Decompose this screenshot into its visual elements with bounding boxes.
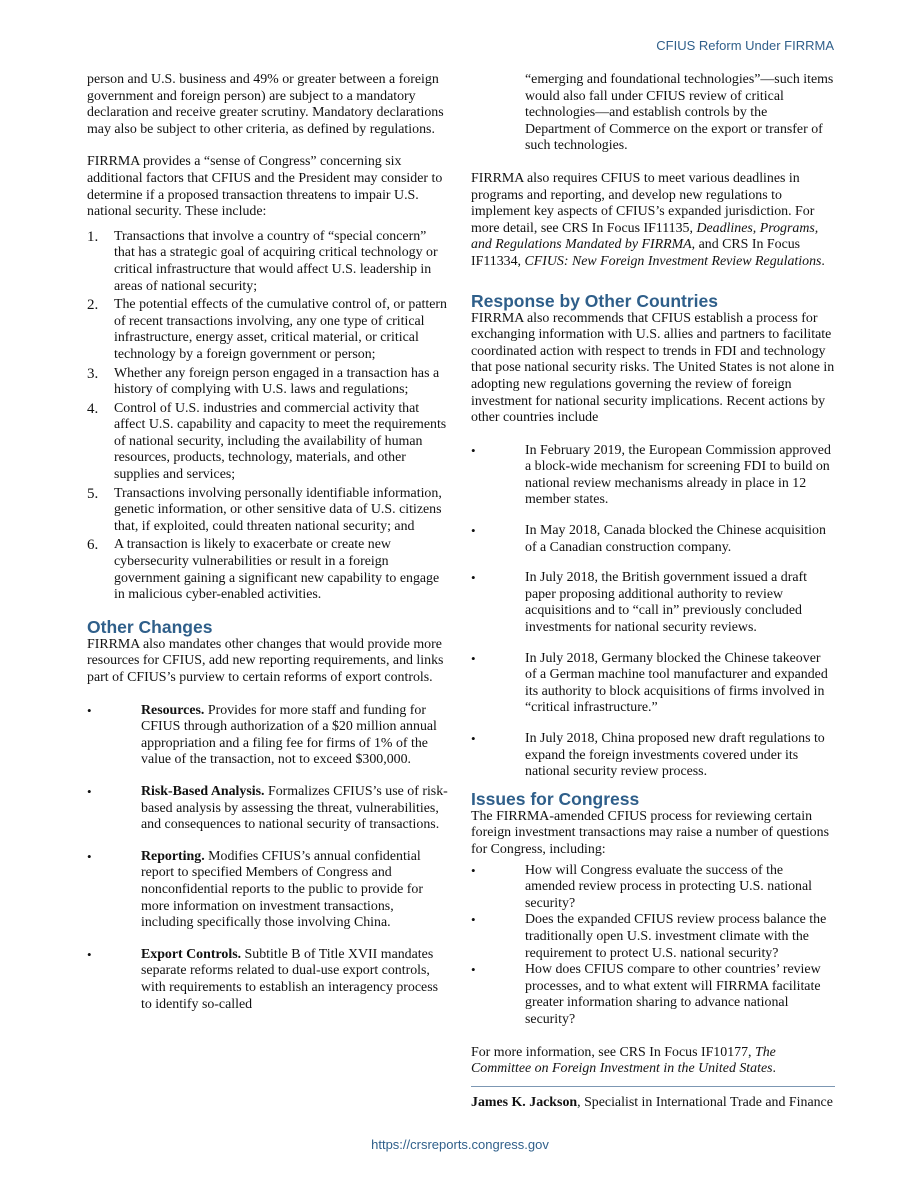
list-number: 4. [87,400,99,417]
bullet: • [471,523,476,539]
paragraph-other-changes: FIRRMA also mandates other changes that would provide more resources for CFIUS, add new reporting requirements, and links part of CFIUS’s purview to certain reforms of export controls. [87,636,444,685]
list-item [471,863,835,913]
changes-list [87,703,449,1014]
list-number: 2. [87,297,99,314]
list-item [87,401,449,484]
bullet: • [471,442,476,458]
item-text: Does the expanded CFIUS review process balance the traditionally open U.S. investment climate with the requirement to protect U.S. national security? [525,912,827,961]
list-item [471,651,835,717]
paragraph-mandatory-declarations: person and U.S. business and 49% or greater between a foreign government and foreign person) are subject to a mandatory declaration and receive greater scrutiny. Mandatory declarations may also be subject to other criteria, as defined by regulations. [87,72,444,137]
factors-list [87,229,449,604]
list-item [471,962,835,1028]
item-label: Resources. [141,702,205,718]
item-text: Subtitle B of Title XVII mandates separate reforms related to dual-use export controls, with requirements to establish an interagency process to identify so-called [141,946,439,1012]
list-number: 6. [87,537,99,554]
item-text: In July 2018, China proposed new draft regulations to expand the foreign investments covered under its national security review process. [525,731,825,780]
author-divider [471,1086,835,1087]
paragraph-more-information [471,1045,835,1078]
bullet: • [471,731,476,746]
right-column [471,72,835,1111]
actions-list [471,443,835,781]
list-item [471,443,835,509]
item-text: How will Congress evaluate the success of the amended review process in protecting U.S. national security? [525,862,812,911]
item-text: Modifies CFIUS’s annual confidential report to specified Members of Congress and nonconfidential reports to the public to provide for more information on investment transactions, including specifically those involving China. [141,848,423,931]
item-label: Risk-Based Analysis. [141,783,265,799]
bullet: • [87,848,92,864]
item-text: In July 2018, the British government issued a draft paper proposing additional authority to review acquisitions and to “call in” previously concluded investments for national security reviews. [525,570,808,636]
bullet: • [471,862,476,878]
item-text: In February 2019, the European Commission approved a block-wide mechanism for screening FDI to build on national review mechanisms already in place in 12 member states. [525,442,831,508]
list-item [471,570,835,636]
bullet: • [87,702,92,718]
paragraph-issues: The FIRRMA-amended CFIUS process for reviewing certain foreign investment transactions may raise a number of questions for Congress, including: [471,808,829,857]
list-number: 5. [87,485,99,502]
list-item [471,731,835,781]
item-label: Export Controls. [141,946,242,962]
bullet: • [471,962,476,978]
list-item [87,947,449,1013]
item-text: In July 2018, Germany blocked the Chinese takeover of a German machine tool manufacturer and expanded its authority to block acquisitions of firms involved in “critical infrastructure.” [525,650,828,716]
text-run: , and CRS In Focus IF11334, [471,237,801,269]
list-item [87,486,449,536]
bullet: • [87,783,92,799]
text-run: . [772,1061,777,1077]
bullet: • [471,912,476,928]
list-item-text: Transactions involving personally identifiable information, genetic information, or other sensitive data of U.S. citizens that, if exploited, could threaten national security; and [114,485,442,534]
questions-list [471,863,835,1029]
item-text: Provides for more staff and funding for CFIUS through authorization of a $20 million annual appropriation and a filing fee for firms of 1% of the value of the transaction, not to exceed $300,000. [141,702,437,768]
text-run: FIRRMA also requires CFIUS to meet various deadlines in programs and reporting, and develop new regulations to implement key aspects of CFIUS’s expanded jurisdiction. For more detail, see CRS In Focus IF11135, [471,170,815,236]
bullet: • [471,650,476,666]
left-column [87,72,449,1028]
list-item-text: Control of U.S. industries and commercial activity that affect U.S. capability and capacity to meet the requirements of national security, including the availability of human resources, products, technology, materials, and other supplies and services; [114,400,447,483]
list-item-text: A transaction is likely to exacerbate or create new cybersecurity vulnerabilities or result in a foreign government gaining a significant new capability to engage in malicious cyber-enabled activities. [114,537,440,603]
text-run: . [821,253,825,269]
author-title: , Specialist in International Trade and Finance [577,1094,833,1110]
bullet: • [87,946,92,962]
item-text: How does CFIUS compare to other countries’ review processes, and to what extent will FIRRMA facilitate greater information sharing to advance national security? [525,962,821,1027]
heading-response-by-other-countries: Response by Other Countries [471,290,718,311]
list-number: 3. [87,365,99,382]
text-run: For more information, see CRS In Focus IF10177, [471,1044,755,1060]
list-item [87,297,449,363]
list-item [471,912,835,962]
footer-url[interactable]: https://crsreports.congress.gov [371,1137,549,1152]
author-line [471,1095,835,1112]
paragraph-response: FIRRMA also recommends that CFIUS establish a process for exchanging information with U.S. allies and partners to facilitate coordinated action with respect to trends in FDI and technology that pose national security risks. The United States is not alone in adopting new regulations governing the review of foreign investment for national security implications. Recent actions by other countries include [471,310,835,426]
paragraph-deadlines [471,171,835,271]
list-item [87,537,449,603]
list-item-text: Transactions that involve a country of “special concern” that has a strategic goal of acquiring critical technology or critical infrastructure that would affect U.S. leadership in areas of national security; [114,228,438,294]
list-item [87,366,449,399]
bullet: • [471,570,476,586]
list-item [471,523,835,556]
heading-issues-for-congress: Issues for Congress [471,788,640,809]
heading-other-changes: Other Changes [87,616,213,637]
list-item-text: The potential effects of the cumulative control of, or pattern of recent transactions involving, any one type of critical infrastructure, energy asset, critical material, or critical technology by a foreign government or person; [114,297,447,362]
list-item [87,784,449,834]
list-number: 1. [87,228,99,245]
item-text: Formalizes CFIUS’s use of risk-based analysis by assessing the threat, vulnerabilities, and consequences to national security of transactions. [141,783,448,833]
paragraph-export-controls-continued: “emerging and foundational technologies”—such items would also fall under CFIUS review of critical technologies—and establish controls by the Department of Commerce on the export or transfer of such technologies. [525,72,834,154]
paragraph-sense-of-congress: FIRRMA provides a “sense of Congress” concerning six additional factors that CFIUS and the President may consider to determine if a proposed transaction threatens to impair U.S. national security. These include: [87,154,443,220]
report-title-link: CFIUS: New Foreign Investment Review Regulations [524,253,822,269]
author-name: James K. Jackson [471,1094,578,1110]
report-title-link: Deadlines, Programs, and Regulations Mandated by FIRRMA [471,220,819,253]
item-label: Reporting. [141,848,205,864]
list-item [87,849,449,932]
list-item-text: Whether any foreign person engaged in a transaction has a history of complying with U.S. laws and regulations; [114,365,440,398]
list-item [87,703,449,769]
item-text: In May 2018, Canada blocked the Chinese acquisition of a Canadian construction company. [525,523,826,555]
list-item [87,229,449,295]
running-header: CFIUS Reform Under FIRRMA [656,38,834,53]
report-title-link: The Committee on Foreign Investment in the United States [471,1044,776,1077]
